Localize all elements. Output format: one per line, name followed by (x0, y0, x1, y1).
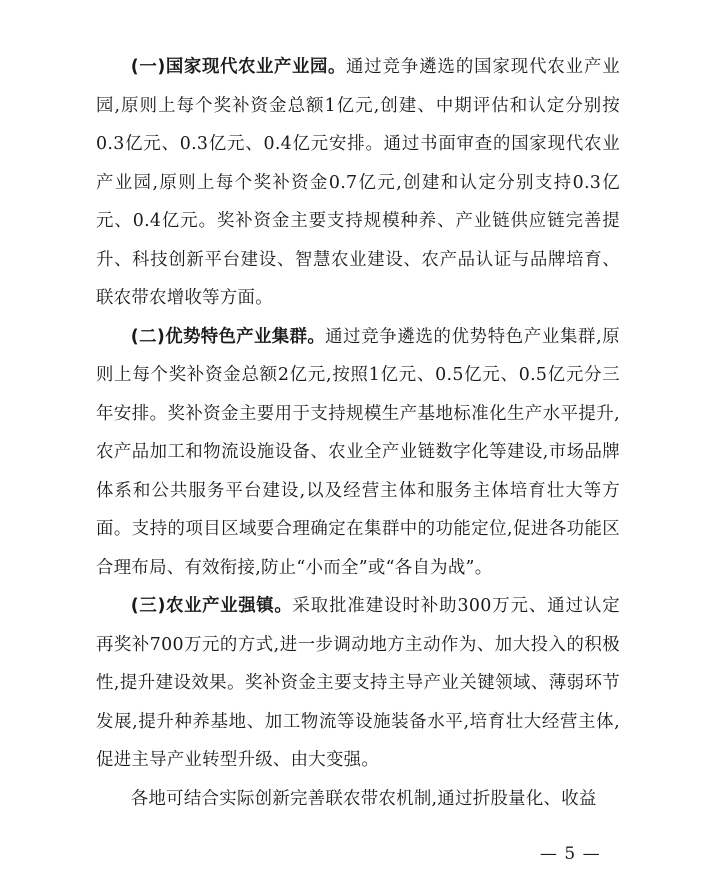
body-text (96, 48, 620, 818)
section-heading: (一)国家现代农业产业园。 (130, 57, 346, 77)
section-industrial-park (96, 48, 620, 318)
section-heading: (三)农业产业强镇。 (130, 596, 293, 616)
section-heading: (二)优势特色产业集群。 (130, 326, 326, 347)
section-body: 通过竞争遴选的国家现代农业产业园,原则上每个奖补资金总额1亿元,创建、中期评估和认定分别按0.3亿元、0.3亿元、0.4亿元安排。通过书面审查的国家现代农业产业园,原则上每个奖补资金0.7亿元,创建和认定分别支持0.3亿元、0.4亿元。奖补资金主要支持规模种养、产业链供应链完善提升、科技创新平台建设、智慧农业建设、农产品认证与品牌培育、联农带农增收等方面。 (96, 57, 620, 308)
section-body: 采取批准建设时补助300万元、通过认定再奖补700万元的方式,进一步调动地方主动作为、加大投入的积极性,提升建设效果。奖补资金主要支持主导产业关键领域、薄弱环节发展,提升种养基地、加工物流等设施装备水平,培育壮大经营主体,促进主导产业转型升级、由大变强。 (96, 596, 620, 770)
closing-paragraph: 各地可结合实际创新完善联农带农机制,通过折股量化、收益 (130, 788, 597, 809)
page-number: — 5 — (540, 844, 601, 864)
section-industry-cluster (96, 318, 620, 588)
section-body: 通过竞争遴选的优势特色产业集群,原则上每个奖补资金总额2亿元,按照1亿元、0.5亿元、0.5亿元分三年安排。奖补资金主要用于支持规模生产基地标准化生产水平提升,农产品加工和物流设施设备、农业全产业链数字化等建设,市场品牌体系和公共服务平台建设,以及经营主体和服务主体培育壮大等方面。支持的项目区域要合理确定在集群中的功能定位,促进各功能区合理布局、有效衔接,防止“小而全”或“各自为战”。 (96, 326, 620, 578)
section-industrial-town (96, 587, 620, 780)
